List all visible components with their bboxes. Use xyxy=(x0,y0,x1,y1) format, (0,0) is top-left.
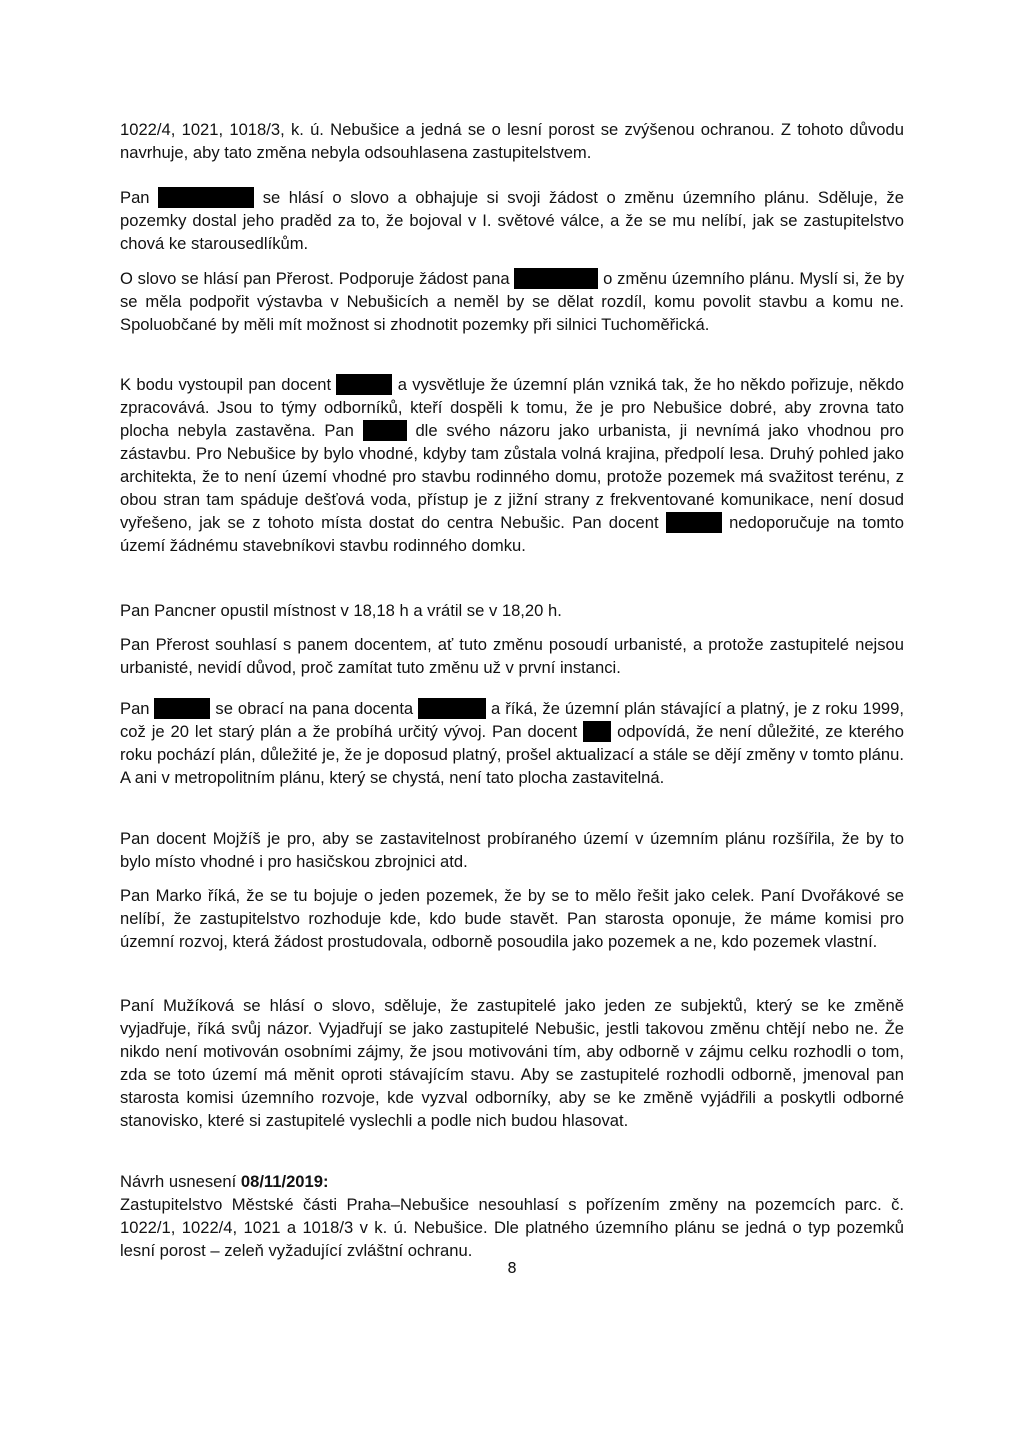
redaction-block xyxy=(363,420,407,441)
resolution-text: Zastupitelstvo Městské části Praha–Nebušice nesouhlasí s pořízením změny na pozemcích parc. č. 1022/1, 1022/4, 1021 a 1018/3 v k. ú. Nebušice. Dle platného územního plánu se jedná o typ pozemků lesní porost – zeleň vyžadující zvláštní ochranu. xyxy=(120,1195,904,1260)
text-fragment: a vysvětluje že územní plán vzniká tak, že ho někdo pořizuje, někdo zpracovává. Jsou to týmy odborníků, kteří dospěli k tomu, že je pro Nebušice dobré, aby zrovna tato plocha nebyla zastavěna. Pan xyxy=(120,375,904,440)
paragraph-applicant xyxy=(120,186,904,255)
resolution-label: Návrh usnesení xyxy=(120,1172,237,1191)
text-fragment: a říká, že územní plán stávající a platný, je z roku 1999, což je 20 let starý plán a že probíhá určitý vývoj. Pan docent xyxy=(120,699,905,741)
text-fragment: se hlásí o slovo a obhajuje si svoji žádost o změnu územního plánu. Sděluje, že pozemky dostal jeho praděd za to, že bojoval v I. světové válce, a že se mu nelíbí, jak se zastupitelstvo chová ke starousedlíkům. xyxy=(120,188,904,253)
resolution-number: 08/11/2019: xyxy=(240,1172,329,1191)
text-fragment: Pan xyxy=(120,188,150,207)
redaction-block xyxy=(514,268,598,289)
page-number: 8 xyxy=(507,1259,517,1277)
redaction-block xyxy=(418,698,486,719)
text-fragment: Pan xyxy=(120,699,150,718)
text-fragment: O slovo se hlásí pan Přerost. Podporuje žádost pana xyxy=(120,269,510,288)
redaction-block xyxy=(158,187,254,208)
resolution-block xyxy=(120,1170,904,1262)
text-fragment: odpovídá, že není důležité, ze kterého roku pochází plán, důležité je, že je doposud platný, prošel aktualizací a stále se dějí změny v tomto plánu. A ani v metropolitním plánu, který se chystá, není tato plocha zastavitelná. xyxy=(120,722,904,787)
paragraph-plan-age xyxy=(120,697,904,789)
text-fragment: nedoporučuje na tomto území žádnému stavebníkovi stavbu rodinného domku. xyxy=(120,513,904,555)
resolution-heading xyxy=(120,1170,904,1193)
paragraph-mojzis: Pan docent Mojžíš je pro, aby se zastavitelnost probíraného území v územním plánu rozšířila, že by to bylo místo vhodné i pro hasičskou zbrojnici atd. xyxy=(120,829,904,871)
redaction-block xyxy=(583,721,611,742)
paragraph-muzikova: Paní Mužíková se hlásí o slovo, sděluje, že zastupitelé jako jeden ze subjektů, který se ke změně vyjadřuje, říká svůj názor. Vyjadřují se jako zastupitelé Nebušic, jestli takovou změnu chtějí nebo ne. Že nikdo není motivován osobními zájmy, že jsou motivováni tím, aby odborně v zájmu celku rozhodli o tom, zda se toto území má měnit oproti stávajícím stavu. Aby se zastupitelé rozhodli odborně, jmenoval pan starosta komisi územního rozvoje, kde vyzval odborníky, aby se ke změně vyjádřili a poskytli odborné stanovisko, které si zastupitelé vyslechli a podle nich budou hlasovat. xyxy=(120,996,904,1130)
text-fragment: o změnu územního plánu. Myslí si, že by se měla podpořit výstavba v Nebušicích a neměl by se dělat rozdíl, komu povolit stavbu a komu ne. Spoluobčané by měli mít možnost si zhodnotit pozemky při silnici Tuchoměřická. xyxy=(120,269,904,334)
paragraph-marko: Pan Marko říká, že se tu bojuje o jeden pozemek, že by se to mělo řešit jako celek. Paní Dvořákové se nelíbí, že zastupitelstvo rozhoduje kde, kdo bude stavět. Pan starosta oponuje, že máme komisi pro územní rozvoj, která žádost prostudovala, odborně posoudila jako pozemek a ne, kdo pozemek vlastní. xyxy=(120,886,904,951)
paragraph-prerost-agrees: Pan Přerost souhlasí s panem docentem, ať tuto změnu posoudí urbanisté, a protože zastupitelé nejsou urbanisté, nevidí důvod, proč zamítat tuto změnu už v první instanci. xyxy=(120,635,904,677)
text-fragment: se obrací na pana docenta xyxy=(215,699,414,718)
text-fragment: dle svého názoru jako urbanista, ji nevnímá jako vhodnou pro zástavbu. Pro Nebušice by bylo vhodné, kdyby tam zůstala volná krajina, předpolí lesa. Druhý pohled jako architekta, že to není území vhodné pro stavbu rodinného domu, protože pozemek má svažitost terénu, z obou stran tam spáduje dešťová voda, přístup je z jižní strany z frekventované komunikace, není dosud vyřešeno, jak se z tohoto místa dostat do centra Nebušic. Pan docent xyxy=(120,421,904,532)
redaction-block xyxy=(336,374,392,395)
paragraph-intro: 1022/4, 1021, 1018/3, k. ú. Nebušice a jedná se o lesní porost se zvýšenou ochranou. Z tohoto důvodu navrhuje, aby tato změna nebyla odsouhlasena zastupitelstvem. xyxy=(120,120,904,162)
redaction-block xyxy=(666,512,722,533)
paragraph-pancner: Pan Pancner opustil místnost v 18,18 h a vrátil se v 18,20 h. xyxy=(120,601,562,620)
paragraph-prerost xyxy=(120,267,904,336)
redaction-block xyxy=(154,698,210,719)
paragraph-docent xyxy=(120,373,904,557)
text-fragment: K bodu vystoupil pan docent xyxy=(120,375,332,394)
